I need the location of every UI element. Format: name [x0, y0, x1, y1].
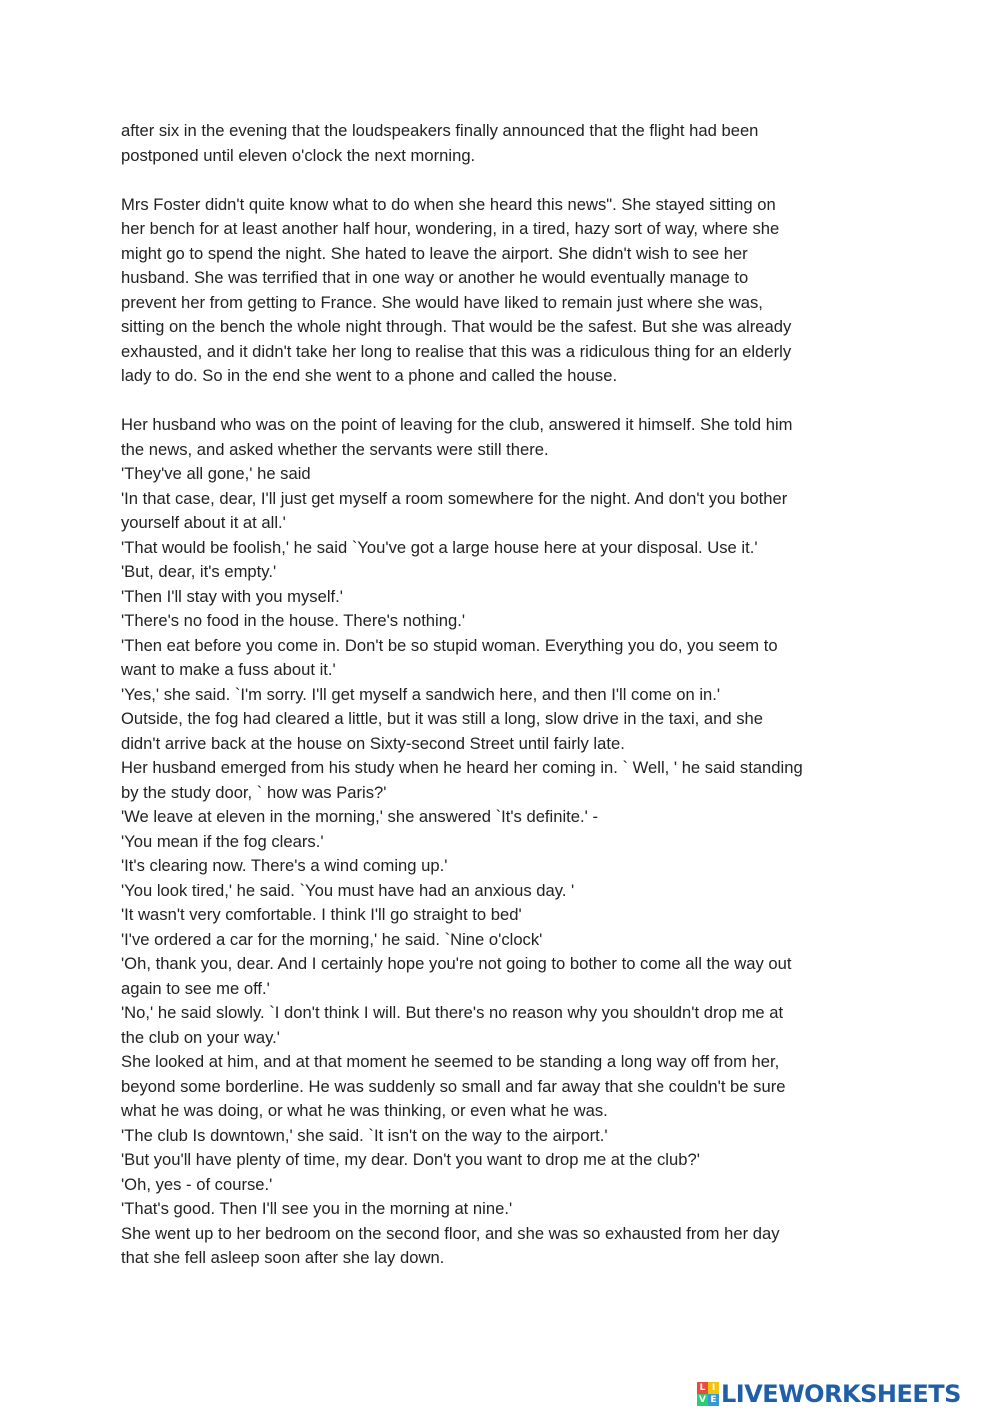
text-line: 'Yes,' she said. `I'm sorry. I'll get myself a sandwich here, and then I'll come on in.' — [121, 684, 721, 704]
text-line: didn't arrive back at the house on Sixty-second Street until fairly late. — [121, 733, 625, 753]
paragraph-gap — [121, 389, 901, 414]
logo-badge-letter: L — [697, 1382, 708, 1394]
text-line: by the study door, ` how was Paris?' — [121, 782, 387, 802]
logo-badge-icon — [697, 1382, 719, 1406]
text-line: 'There's no food in the house. There's nothing.' — [121, 611, 466, 630]
text-line: lady to do. So in the end she went to a phone and called the house. — [121, 366, 618, 385]
text-line: 'No,' he said slowly. `I don't think I will. But there's no reason why you shouldn't drop me at — [121, 1003, 784, 1022]
text-line: want to make a fuss about it.' — [121, 660, 336, 679]
paragraph — [121, 413, 901, 1271]
text-line: 'That's good. Then I'll see you in the morning at nine.' — [121, 1199, 513, 1218]
text-line: what he was doing, or what he was thinking, or even what he was. — [121, 1101, 608, 1120]
text-line: 'It's clearing now. There's a wind coming up.' — [121, 856, 448, 875]
paragraph-gap — [121, 168, 901, 193]
text-line: She went up to her bedroom on the second floor, and she was so exhausted from her day — [121, 1223, 780, 1243]
text-line: Her husband who was on the point of leaving for the club, answered it himself. She told him — [121, 415, 793, 434]
text-line: 'The club Is downtown,' she said. `It isn't on the way to the airport.' — [121, 1125, 608, 1145]
document-body — [121, 119, 901, 1271]
paragraph — [121, 119, 901, 168]
text-line: prevent her from getting to France. She would have liked to remain just where she was, — [121, 292, 763, 312]
text-line: 'In that case, dear, I'll just get myself a room somewhere for the night. And don't you bother — [121, 488, 788, 508]
text-line: Mrs Foster didn't quite know what to do when she heard this news". She stayed sitting on — [121, 194, 776, 214]
text-line: beyond some borderline. He was suddenly so small and far away that she couldn't be sure — [121, 1076, 786, 1096]
text-line: after six in the evening that the loudspeakers finally announced that the flight had been — [121, 121, 759, 140]
text-line: 'But you'll have plenty of time, my dear. Don't you want to drop me at the club?' — [121, 1150, 700, 1169]
text-line: yourself about it at all.' — [121, 513, 286, 532]
text-line: might go to spend the night. She hated to leave the airport. She didn't wish to see her — [121, 243, 748, 263]
text-line: her bench for at least another half hour, wondering, in a tired, hazy sort of way, where she — [121, 219, 780, 238]
text-line: 'Oh, yes - of course.' — [121, 1174, 273, 1194]
text-line: 'Oh, thank you, dear. And I certainly hope you're not going to bother to come all the way out — [121, 954, 792, 973]
text-line: 'That would be foolish,' he said `You've got a large house here at your disposal. Use it.' — [121, 537, 758, 557]
text-line: Her husband emerged from his study when he heard her coming in. ` Well, ' he said standing — [121, 758, 803, 777]
text-line: the news, and asked whether the servants were still there. — [121, 439, 549, 459]
text-line: She looked at him, and at that moment he seemed to be standing a long way off from her, — [121, 1052, 780, 1071]
text-line: 'You look tired,' he said. `You must have had an anxious day. ' — [121, 880, 575, 900]
logo-text: LIVEWORKSHEETS — [721, 1380, 961, 1408]
logo-badge-letter: E — [708, 1394, 719, 1406]
text-line: that she fell asleep soon after she lay down. — [121, 1248, 445, 1267]
text-line: 'Then eat before you come in. Don't be so stupid woman. Everything you do, you seem to — [121, 635, 778, 655]
text-line: the club on your way.' — [121, 1027, 280, 1047]
text-line: 'They've all gone,' he said — [121, 464, 311, 483]
text-line: 'You mean if the fog clears.' — [121, 831, 324, 851]
text-line: sitting on the bench the whole night through. That would be the safest. But she was already — [121, 317, 792, 336]
text-line: 'But, dear, it's empty.' — [121, 562, 277, 581]
text-line: husband. She was terrified that in one way or another he would eventually manage to — [121, 268, 749, 287]
text-line: again to see me off.' — [121, 978, 270, 998]
logo-badge-letter: I — [708, 1382, 719, 1394]
text-line: 'We leave at eleven in the morning,' she answered `It's definite.' - — [121, 807, 598, 826]
text-line: 'Then I'll stay with you myself.' — [121, 586, 343, 606]
text-line: Outside, the fog had cleared a little, but it was still a long, slow drive in the taxi, and she — [121, 709, 764, 728]
text-line: exhausted, and it didn't take her long to realise that this was a ridiculous thing for an elderly — [121, 341, 792, 361]
paragraph — [121, 193, 901, 389]
text-line: 'I've ordered a car for the morning,' he said. `Nine o'clock' — [121, 929, 543, 949]
logo-badge-letter: V — [697, 1394, 708, 1406]
text-line: 'It wasn't very comfortable. I think I'll go straight to bed' — [121, 905, 522, 924]
liveworksheets-logo — [697, 1379, 961, 1409]
text-line: postponed until eleven o'clock the next morning. — [121, 145, 476, 165]
